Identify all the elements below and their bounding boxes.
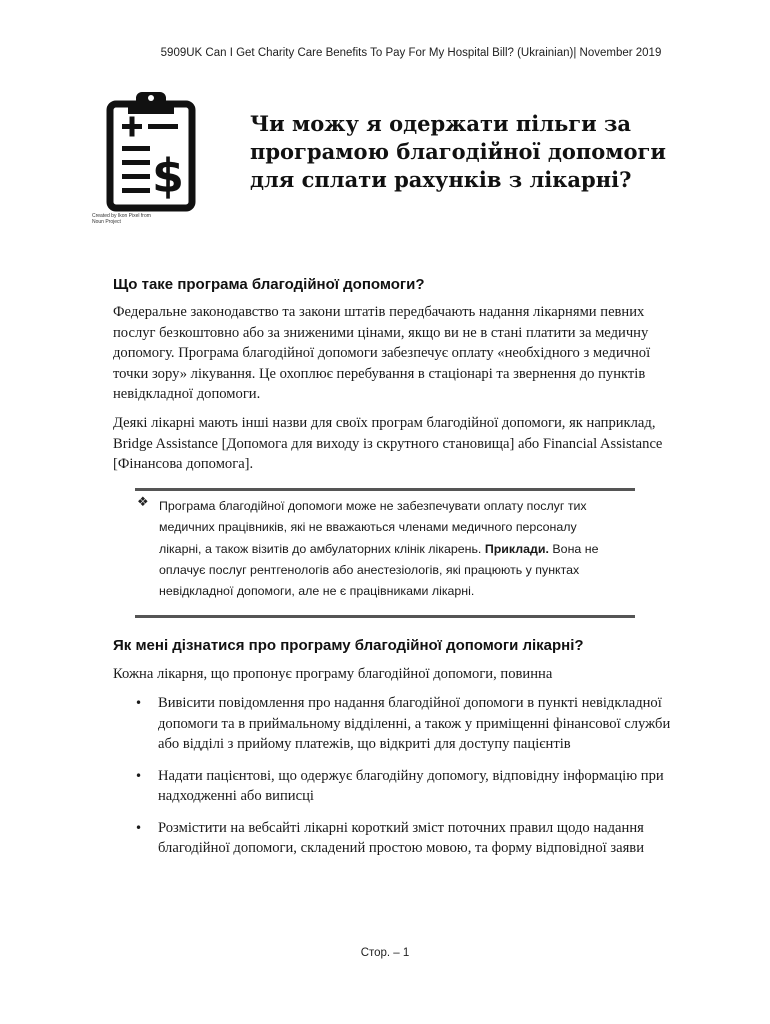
svg-text:$: $ [151,149,185,203]
section2-heading: Як мені дізнатися про програму благодійної допомоги лікарні? [113,637,584,654]
bullet-icon: • [135,696,143,710]
running-header: 5909UK Can I Get Charity Care Benefits To Pay For My Hospital Bill? (Ukrainian)| November 2019 [160,47,662,59]
note-examples-text: Вона не оплачує послуг рентгенологів або анестезіологів, які працюють у пунктах невідкладної допомоги, але не є працівниками лікарні. [159,541,599,599]
list-item-text: Вивісити повідомлення про надання благодійної допомоги в пункті невідкладної допомоги та в приймальному відділенні, а також у приміщенні фінансової служби або відділі з прийому платежів, що відкриті для доступу пацієнтів [158,695,671,752]
section2-intro: Кожна лікарня, що пропонує програму благодійної допомоги, повинна [113,666,553,682]
diamond-bullet-icon: ❖ [137,495,149,510]
note-box [135,488,635,618]
page-number: Стор. – 1 [360,947,410,959]
logo-credit: Created by Ikon Pixel from Noun Project [92,213,151,225]
bullet-icon: • [135,768,143,783]
note-text [159,496,619,602]
section1-heading: Що таке програма благодійної допомоги? [113,276,425,293]
clipboard-medical-dollar-icon [92,88,210,228]
list-item [113,818,673,859]
bullet-icon: • [135,820,143,835]
note-main-text: Програма благодійної допомоги може не забезпечувати оплату послуг тих медичних працівників, які не вважаються членами медичного персоналу лікарні, а також візитів до амбулаторних клінік лікарень. [159,499,587,556]
page-title: Чи можу я одержати пільги за програмою благодійної допомоги для сплати рахунків з лікарні? [250,111,666,192]
requirements-list [113,693,673,870]
section1-paragraph-2: Деякі лікарні мають інші назви для своїх програм благодійної допомоги, як наприклад, Bridge Assistance [Допомога для виходу із скрутного становища] або Financial Assistance [Фінансова допомога]. [113,415,663,472]
list-item [113,766,673,807]
list-item-text: Розмістити на вебсайті лікарні короткий зміст поточних правил щодо надання благодійної допомоги, складений простою мовою, та форму відповідної заяви [158,819,645,856]
section1-paragraph-1: Федеральне законодавство та закони штатів передбачають надання лікарнями певних послуг безкоштовно або за зниженими цінами, якщо ви не в стані платити за медичну допомогу. Програма благодійної допомоги забезпечує оплату «необхідного з медичної точки зору» лікування. Це охоплює перебування в стаціонарі та звернення до пунктів невідкладної допомоги. [113,304,651,402]
list-item [113,693,673,755]
note-examples-label: Приклади. [484,541,549,556]
list-item-text: Надати пацієнтові, що одержує благодійну допомогу, відповідну інформацію при надходженні або виписці [158,767,664,804]
